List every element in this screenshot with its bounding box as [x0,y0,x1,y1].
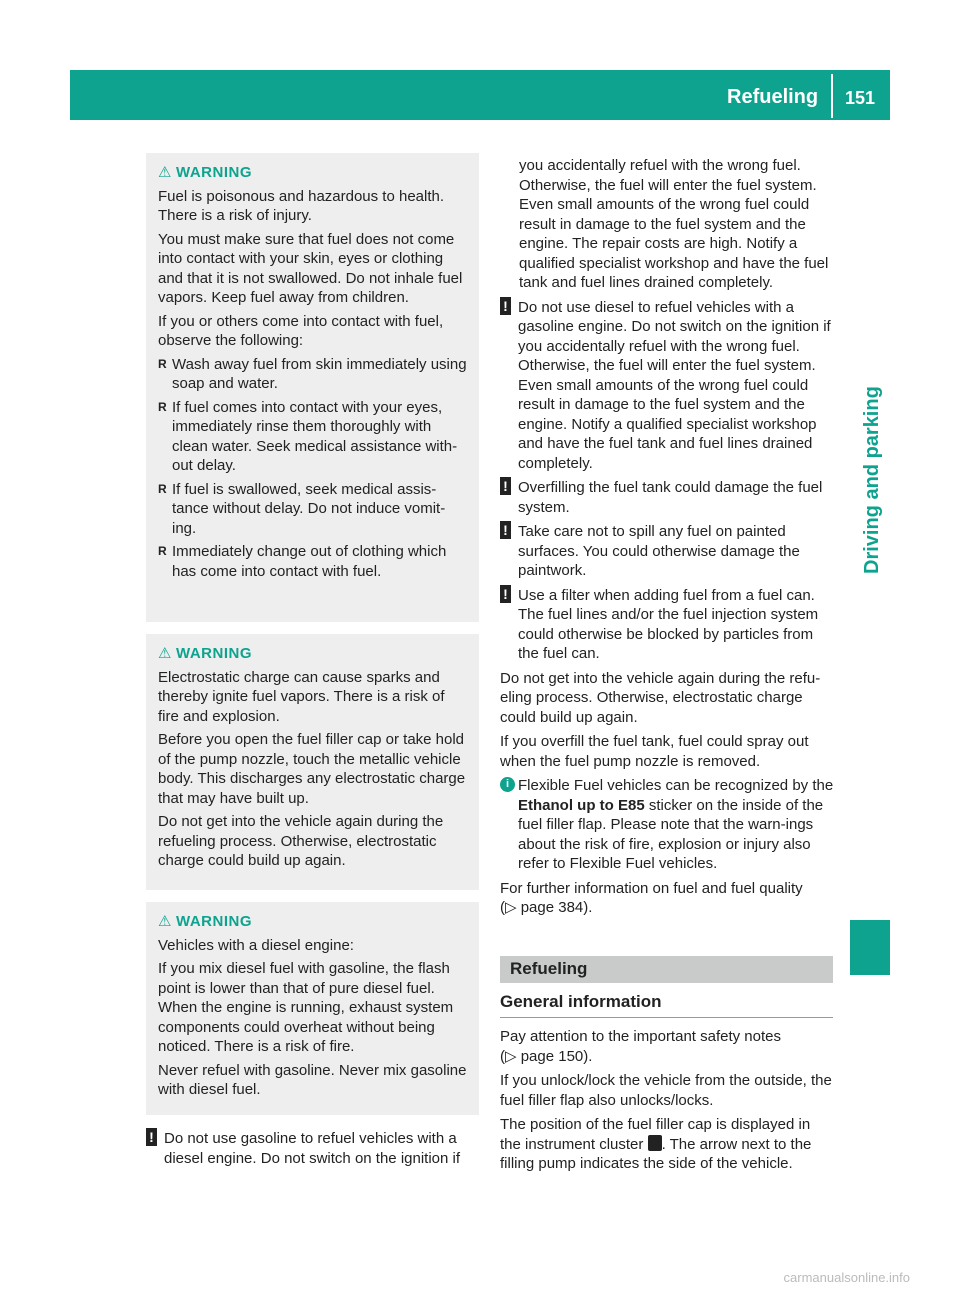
warning-title: WARNING [176,164,252,181]
divider [500,1017,833,1018]
body-text: The position of the fuel filler cap is displayed in the instrument cluster . The arrow next to the filling pump indicates the side of the vehicle. [500,1116,812,1172]
bullet-item: R If fuel comes into contact with your eyes, immediately rinse them thoroughly with clean water. Seek medical assistance with-out delay. [158,398,467,476]
warning-text: Before you open the fuel filler cap or take hold of the pump nozzle, touch the metallic vehicle body. This discharges any electrostatic charge that may have built up. [158,731,466,807]
warning-box-electrostatic [146,634,479,890]
caution-icon: ! [500,477,511,495]
bullet-item: R Immediately change out of clothing which has come into contact with fuel. [158,542,467,581]
note-text: Do not use gasoline to refuel vehicles with a diesel engine. Do not switch on the ignition if [164,1130,461,1167]
warning-title: WARNING [176,645,252,662]
page-reference-link[interactable]: (▷ page 384). [500,899,593,916]
warning-text: If you mix diesel fuel with gasoline, the flash point is lower than that of pure diesel fuel. When the engine is running, exhaust system components could overheat without being noticed. There is a risk of fire. [158,960,454,1055]
watermark: carmanualsonline.info [783,1270,910,1285]
note-text: Overfilling the fuel tank could damage the fuel system. [518,479,823,516]
warning-text: If you or others come into contact with fuel, observe the following: [158,312,444,349]
page-number: 151 [845,88,876,108]
warning-text: You must make sure that fuel does not come into contact with your skin, eyes or clothing and that it is not swallowed. Do not inhale fuel vapors. Keep fuel away from children. [158,230,463,306]
general-info-body [500,1027,834,1179]
section-heading: Refueling [510,959,588,978]
warning-triangle-icon: ⚠ [158,645,172,662]
note-text: Do not use diesel to refuel vehicles with a gasoline engine. Do not switch on the ignition if you accidentally refuel with the wrong fuel. Otherwise, the fuel will enter the fuel system. Even small amounts of the wrong fuel could result in damage to the fuel system and the engine. Notify a qualified specialist workshop and have the fuel tank and fuel lines drained completely. [518,298,831,472]
warning-text: Vehicles with a diesel engine: [158,936,354,954]
header-divider [831,74,833,118]
section-heading-bar [500,956,833,983]
side-tab-marker [850,920,890,975]
body-text: Do not get into the vehicle again during the refu-eling process. Otherwise, electrostatic charge could build up again. [500,669,821,726]
warning-text: Do not get into the vehicle again during the refueling process. Otherwise, electrostatic charge could build up again. [158,813,444,869]
page-reference-link[interactable]: (▷ page 150). [500,1047,593,1065]
right-column: you accidentally refuel with the wrong fuel. Otherwise, the fuel will enter the fuel system. Even small amounts of the wrong fuel could result in damage to the fuel system and the engine. The repair costs are high. Notify a qualified specialist workshop and have the fuel tank and fuel lines drained completely. ! Do not use diesel to refuel vehicles with a gasoline engine. Do not switch on the ignition if you accidentally refuel with the wrong fuel. Otherwise, the fuel will enter the fuel system. Even small amounts of the wrong fuel could result in damage to the fuel system and the engine. Notify a qualified specialist workshop and have the fuel tank and fuel lines drained completely. ! Overfilling the fuel tank could damage the fuel system. ! Take care not to spill any fuel on painted surfaces. You could otherwise damage the paintwork. ! Use a filter when adding fuel from a fuel can. The fuel lines and/or the fuel injection system could otherwise be blocked by particles from the fuel can. Do not get into the vehicle again during the refu-eling process. Otherwise, electrostatic charge could build up again. If you overfill the fuel tank, fuel could spray out when the fuel pump nozzle is removed. i Flexible Fuel vehicles can be recognized by the Ethanol up to E85 sticker on the inside of the fuel filler flap. Please note that the warn-ings about the risk of fire, explosion or injury also refer to Flexible Fuel vehicles. For further information on fuel and fuel quality (▷ page 384). [500,157,834,916]
bullet-item: R If fuel is swallowed, seek medical assis-tance without delay. Do not induce vomit-ing. [158,480,467,539]
note-text: Take care not to spill any fuel on painted surfaces. You could otherwise damage the paintwork. [518,523,800,579]
caution-icon: ! [500,585,511,603]
caution-icon: ! [500,297,511,315]
caution-icon: ! [500,521,511,539]
section-title: Refueling [727,86,819,108]
warning-text: Fuel is poisonous and hazardous to health. There is a risk of injury. [158,187,445,224]
warning-text: Never refuel with gasoline. Never mix gasoline with diesel fuel. [158,1061,467,1098]
body-text: Pay attention to the important safety notes (▷ page 150). [500,1028,782,1065]
note-text: Use a filter when adding fuel from a fuel can. The fuel lines and/or the fuel injection system could otherwise be blocked by particles from the fuel can. [518,586,819,662]
sticker-name: Ethanol up to E85 [518,796,645,814]
warning-text: Electrostatic charge can cause sparks and thereby ignite fuel vapors. There is a risk of fire and explosion. [158,668,445,725]
side-tab [846,194,898,574]
side-tab-label: Driving and parking [861,386,883,574]
note-continuation: you accidentally refuel with the wrong fuel. Otherwise, the fuel will enter the fuel system. Even small amounts of the wrong fuel could result in damage to the fuel system and the engine. The repair costs are high. Notify a qualified specialist workshop and have the fuel tank and fuel lines drained completely. [519,157,829,291]
body-text: If you unlock/lock the vehicle from the outside, the fuel filler flap also unlocks/locks. [500,1072,832,1109]
warning-box-diesel [146,902,479,1115]
warning-triangle-icon: ⚠ [158,913,172,930]
note-left [146,1129,479,1173]
subsection-heading: General information [500,992,662,1011]
fuel-pump-icon [648,1135,662,1151]
warning-box-poison [146,153,479,622]
info-icon: i [500,777,515,792]
caution-icon: ! [146,1128,157,1146]
body-text: For further information on fuel and fuel quality (▷ page 384). [500,879,803,916]
warning-triangle-icon: ⚠ [158,164,172,181]
warning-title: WARNING [176,913,252,930]
body-text: If you overfill the fuel tank, fuel could spray out when the fuel pump nozzle is removed. [500,733,809,770]
bullet-item: R Wash away fuel from skin immediately using soap and water. [158,355,467,394]
